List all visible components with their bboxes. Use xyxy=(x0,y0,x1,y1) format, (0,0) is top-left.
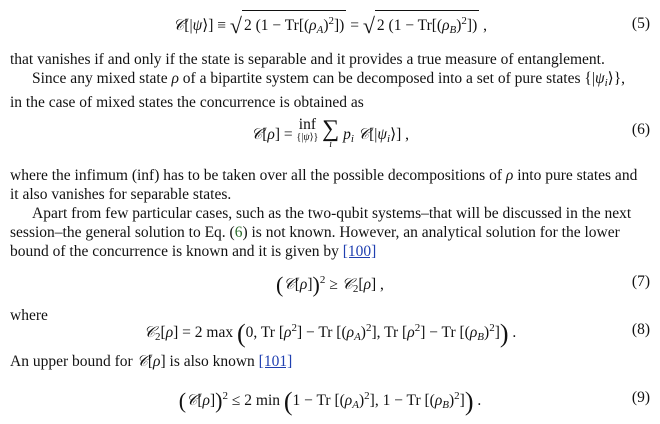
equation-6-reference-link[interactable]: 6 xyxy=(234,224,243,241)
paragraph-2-line-1: where the infimum (inf) has to be taken over all the possible decompositions of ρ into pure states and xyxy=(10,167,638,184)
equation-7-number: (7) xyxy=(631,273,650,290)
paragraph-2 xyxy=(10,166,652,204)
equation-9-number: (9) xyxy=(631,389,650,406)
equation-7: (𝒞[ρ])$^2$ ≥ 𝒞$_2$[ρ] , xyxy=(276,272,384,297)
equation-8: 𝒞$_2$[ρ] = 2 max (0, Tr $[\rho^2] - Tr$ $[(\rho_A)^2]$, Tr $[\rho^2] - Tr$ $[(\rho_B)^2]$) . xyxy=(143,319,517,348)
paragraph-2-line-2: it also vanishes for separable states. xyxy=(10,186,232,203)
paragraph-1-line-1: that vanishes if and only if the state is separable and it provides a true measure of entanglement. xyxy=(10,51,605,68)
paragraph-3-line-1: Apart from few particular cases, such as the two-qubit systems–that will be discussed in the next xyxy=(32,205,632,222)
where-label: where xyxy=(10,307,48,324)
paragraph-4 xyxy=(10,352,652,371)
paragraph-1-line-2: Since any mixed state ρ of a bipartite system can be decomposed into a set of pure states $\{|\psi_i⟩\}$, xyxy=(32,70,626,89)
paragraph-3 xyxy=(10,204,652,261)
equation-6-number: (6) xyxy=(631,121,650,138)
paragraph-3-line-2: session–the general solution to Eq. (6) is not known. However, an analytical solution for the lower xyxy=(10,224,620,241)
paragraph-4-line-1: An upper bound for 𝒞[ρ] is also known [101] xyxy=(10,352,293,370)
paragraph-1-line-3: in the case of mixed states the concurrence is obtained as xyxy=(10,94,364,111)
equation-6: 𝒞[ρ] = inf {|ψ⟩} ∑ i $p_i$ $𝒞[|\psi_i⟩]$ , xyxy=(250,116,410,150)
citation-100-link[interactable]: [100] xyxy=(342,243,377,260)
equation-5: 𝒞[|ψ⟩] ≡ √ 2 $(1 - Tr[(\rho_A)^2])$ = √ 2 $(1 - Tr[(\rho_B)^2])$ , xyxy=(0,10,660,39)
paragraph-3-line-3: bound of the concurrence is known and it is given by [100] xyxy=(10,243,377,260)
equation-5-number: (5) xyxy=(631,15,650,32)
citation-101-link[interactable]: [101] xyxy=(258,353,293,370)
equation-8-number: (8) xyxy=(631,321,650,338)
paragraph-1 xyxy=(10,50,652,112)
equation-9: (𝒞[ρ])$^2$ ≤ 2 min (1 − Tr $[(\rho_A)^2]$, 1 − Tr $[(\rho_B)^2]$) . xyxy=(178,387,482,416)
